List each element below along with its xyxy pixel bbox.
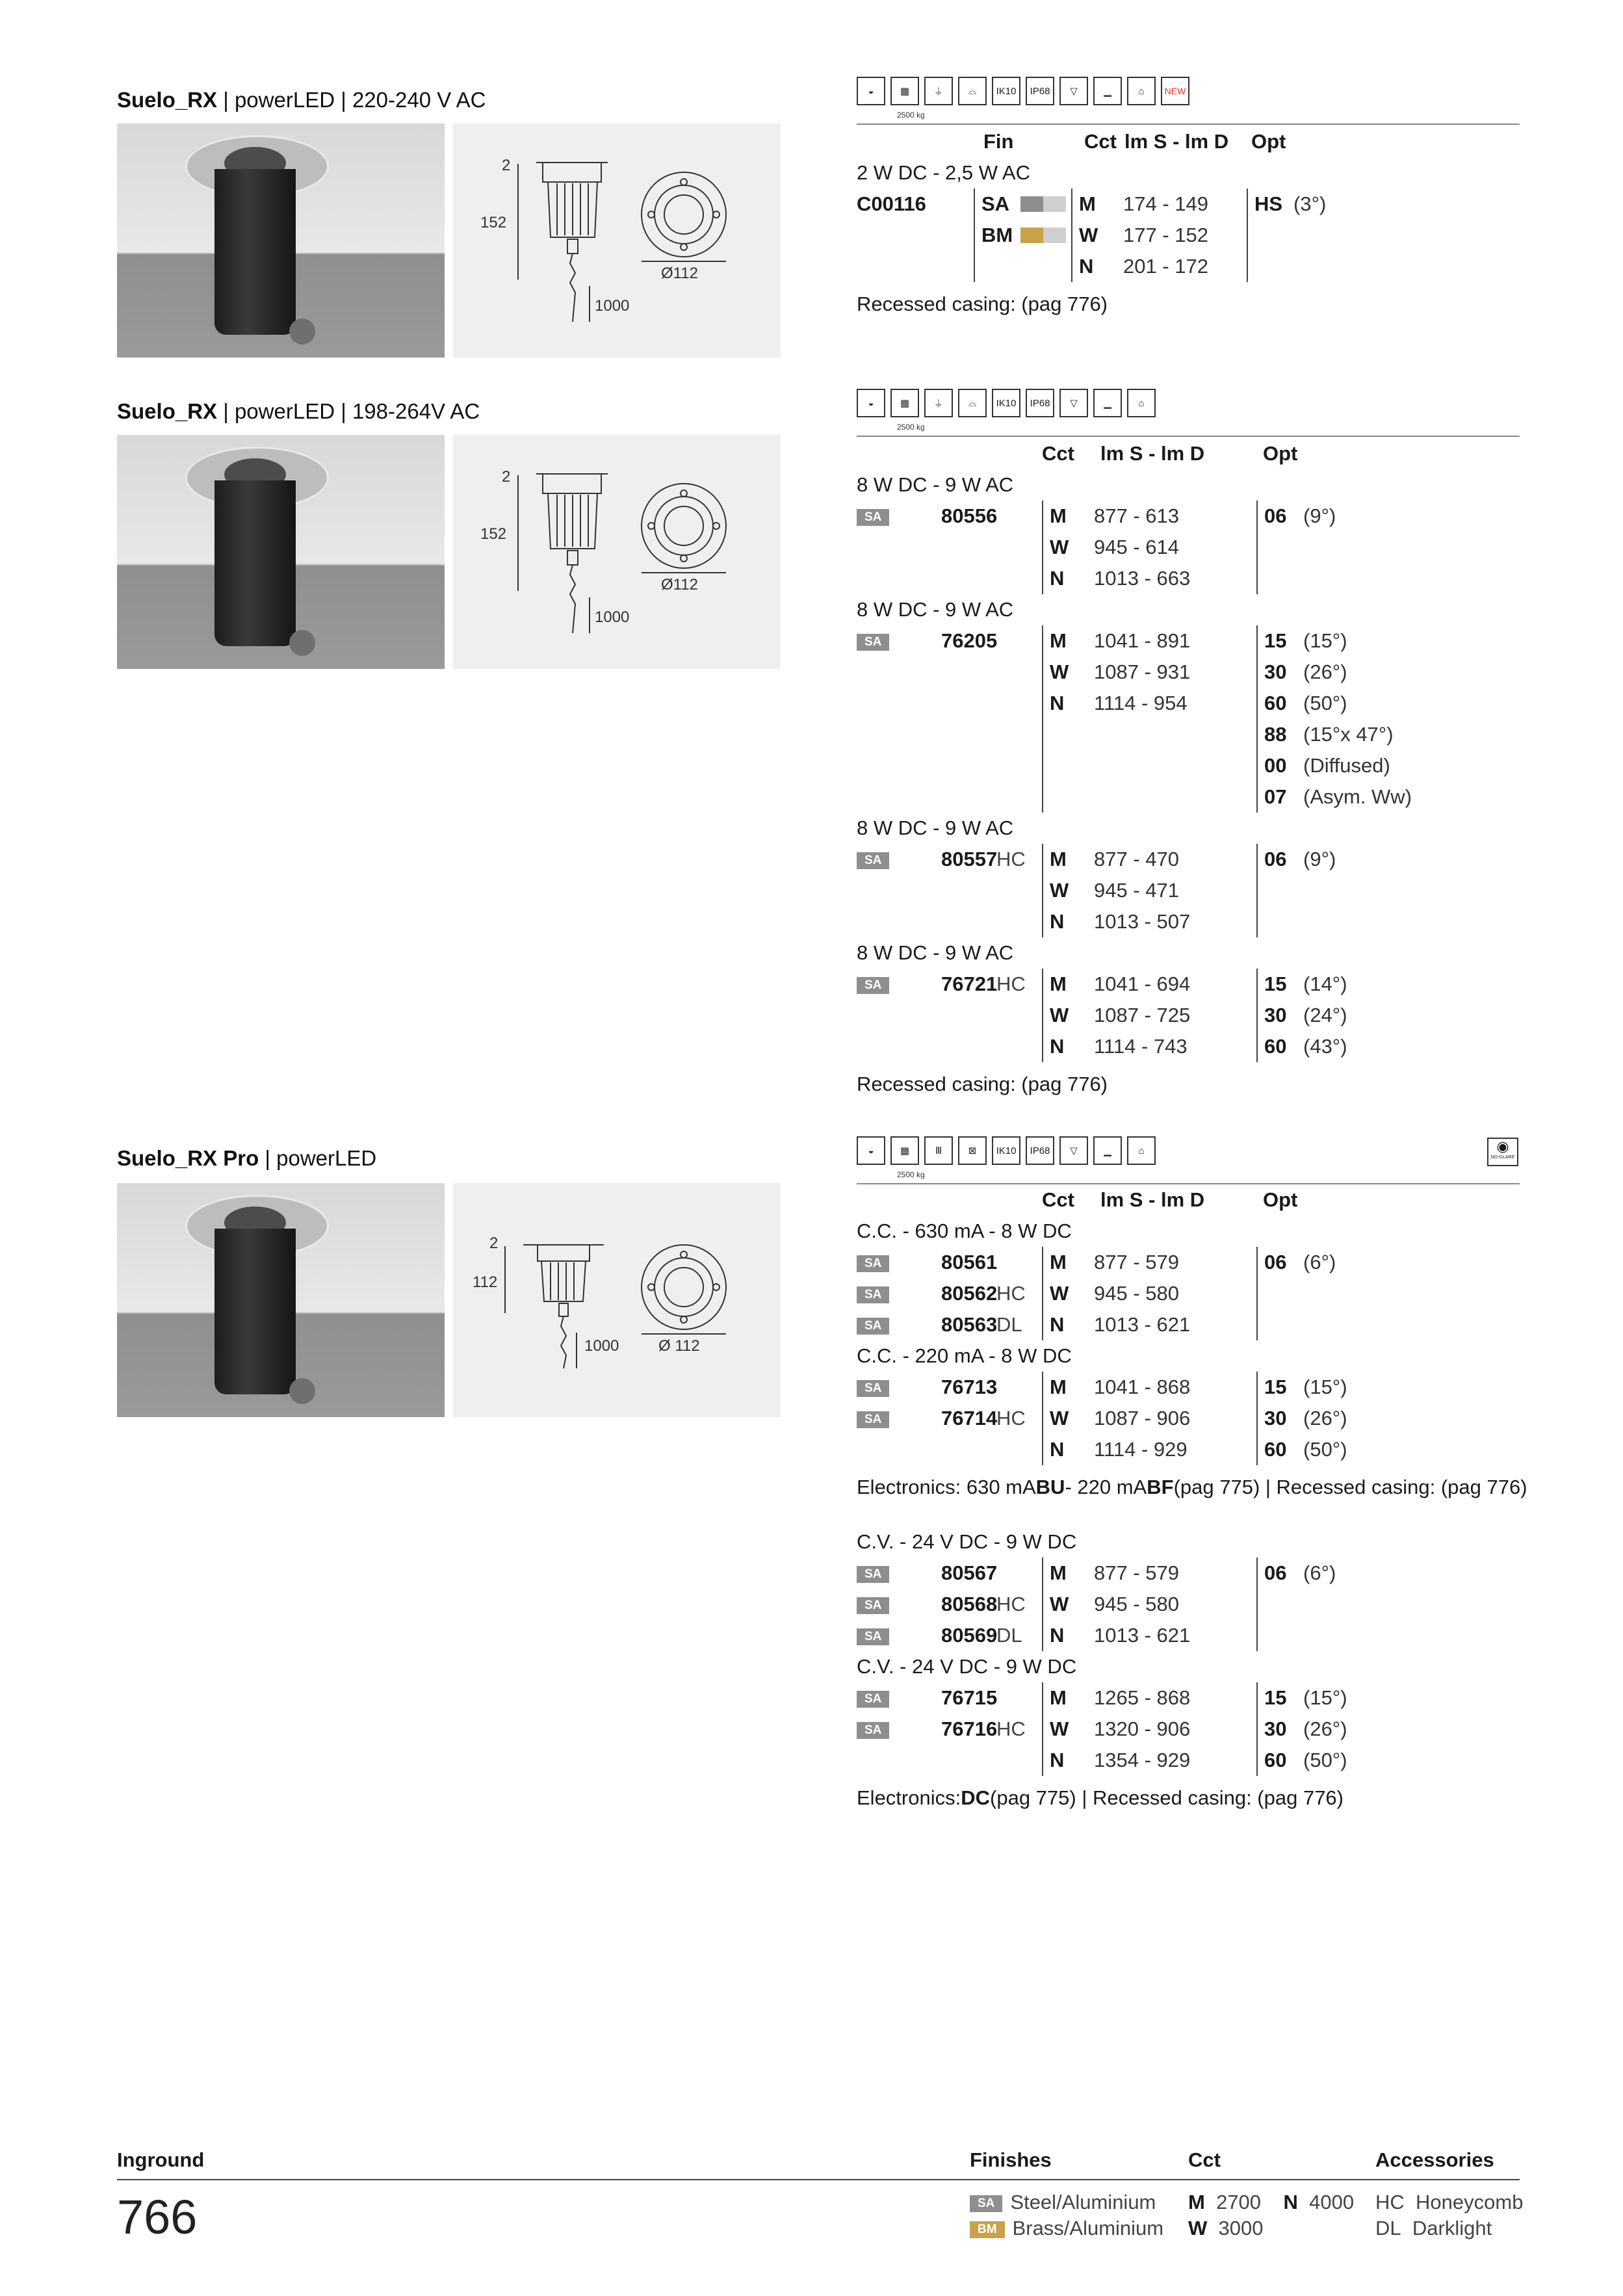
beam-icon: ▽ [1059, 77, 1088, 105]
table-row [857, 501, 1412, 532]
lumen-value: 945 - 471 [1094, 879, 1179, 902]
ik-rating-icon: IK10 [992, 1136, 1020, 1165]
load-label: 2500 kg [897, 1170, 925, 1179]
dimension-drawing [453, 1183, 781, 1417]
class3-icon: Ⅲ [924, 1136, 953, 1165]
finishes-label: Finishes [970, 2148, 1052, 2171]
product-photo [117, 124, 445, 358]
optic [1256, 1309, 1386, 1340]
svg-text:152: 152 [480, 214, 507, 231]
table-row [857, 781, 1412, 813]
cct-code: M [1042, 1247, 1094, 1278]
feature-icons [857, 77, 1189, 105]
no-cover-icon: ⊠ [958, 1136, 987, 1165]
table-section: C.V. - 24 V DC - 9 W DC [857, 1655, 1077, 1678]
lumen-value: 1041 - 868 [1094, 1376, 1191, 1398]
optic [1256, 1620, 1386, 1651]
finish-badge: SA [857, 1722, 889, 1739]
lumen-value: 877 - 579 [1094, 1251, 1179, 1273]
product-code: 80567 [941, 1561, 998, 1584]
cct-code: N [1042, 1620, 1094, 1651]
table-row [857, 1372, 1527, 1403]
product-code: 76205 [941, 629, 998, 652]
svg-text:1000: 1000 [584, 1337, 619, 1355]
dimension-drawing [453, 435, 781, 669]
divider [857, 124, 1520, 125]
feature-icons [857, 389, 1156, 417]
cct-code: W [1042, 532, 1094, 563]
cct-code: N [1042, 1309, 1094, 1340]
optic: 60 (50°) [1256, 688, 1386, 719]
floor-icon: ▁ [1093, 77, 1122, 105]
table-row [857, 688, 1412, 719]
table-row [857, 625, 1412, 657]
accessory-code: HC [996, 1717, 1026, 1740]
cct-code: W [1042, 875, 1094, 906]
lumen-value: 877 - 613 [1094, 504, 1179, 527]
lumen-value: 945 - 580 [1094, 1282, 1179, 1305]
optic [1256, 875, 1386, 906]
outdoor-icon: ⌂ [1127, 1136, 1156, 1165]
spec-table-3: Cct lm S - lm D Opt C.C. - 630 mA - 8 W DC SA 80561 M 877 - 579 06 (6°) SA 80562 HC W 945 - 580 SA 80563 DL N 1013 - 621 C.C. - 220 mA - 8 W DC SA 76713 M 1041 - 868 15 (15°) SA 76714 HC W 1087 - 906 30 (26°) N 1114 - 929 60 (50°) Electronics: 630 mA BU - 220 mA BF (pag 775) | Recessed casing: (pag 776) C.V. - 24 V DC - 9 W DC SA 80567 M 877 - 579 06 (6°) SA 80568 HC W 945 - 580 SA 80569 DL N 1013 - 621 C.V. - 24 V DC - 9 W DC SA 76715 M 1265 - 868 15 (15°) SA 76716 HC W 1320 - 906 30 (26°) N 1354 - 929 60 (50°) Electronics: DC (pag 775) | Recessed casing: (pag 776) [857, 1184, 1527, 1814]
recessed-icon: ◒ [857, 77, 885, 105]
table-row [857, 1247, 1527, 1278]
cct-code: M [1042, 1682, 1094, 1714]
table-section: C.V. - 24 V DC - 9 W DC [857, 1530, 1077, 1553]
recessed-icon: ◒ [857, 1136, 885, 1165]
product-title-2: Suelo_RX | powerLED | 198-264V AC [117, 399, 480, 423]
finish-badge: SA [857, 1628, 889, 1645]
load-label: 2500 kg [897, 111, 925, 120]
load-label: 2500 kg [897, 423, 925, 432]
accessory-code: HC [996, 972, 1026, 995]
optic: 15 (15°) [1256, 1372, 1386, 1403]
table-row [857, 1682, 1527, 1714]
load-icon: ▦ [890, 77, 919, 105]
optic: 06 (6°) [1256, 1558, 1386, 1589]
product-code: 80569 [941, 1624, 998, 1647]
cct-code [1042, 750, 1094, 781]
svg-text:152: 152 [480, 525, 507, 543]
accessories-label: Accessories [1375, 2148, 1494, 2171]
lumen-value: 1013 - 621 [1094, 1624, 1191, 1647]
floor-icon: ▁ [1093, 1136, 1122, 1165]
optic: 30 (26°) [1256, 1714, 1386, 1745]
cct-code: M [1042, 501, 1094, 532]
table-section: 8 W DC - 9 W AC [857, 816, 1014, 839]
product-code: 76714 [941, 1407, 998, 1429]
cct-code: W [1042, 1589, 1094, 1620]
spec-table-1: Fin Cct lm S - lm D Opt 2 W DC - 2,5 W AC C00116 SA M 174 - 149 HS (3°) BM W 177 - 152 N 201 - 172 Recessed casing: (pag 776) [857, 126, 1377, 320]
product-code: 80568 [941, 1593, 998, 1615]
outdoor-icon: ⌂ [1127, 77, 1156, 105]
lumen-value: 1087 - 725 [1094, 1004, 1191, 1026]
accessory-code: HC [996, 1282, 1026, 1305]
load-icon: ▦ [890, 1136, 919, 1165]
table-row [857, 1620, 1527, 1651]
finish-badge: SA [857, 1566, 889, 1583]
lumen-value: 1013 - 507 [1094, 910, 1191, 933]
cct-code: M [1042, 625, 1094, 657]
table-row [857, 1309, 1527, 1340]
optic: 15 (15°) [1256, 625, 1386, 657]
optic: 60 (50°) [1256, 1745, 1386, 1776]
ip-rating-icon: IP68 [1026, 77, 1054, 105]
table-row [857, 1278, 1527, 1309]
optic [1256, 906, 1386, 937]
lumen-value: 1041 - 891 [1094, 629, 1191, 652]
finish-badge: SA [857, 1318, 889, 1335]
lumen-value: 1013 - 621 [1094, 1313, 1191, 1336]
svg-text:1000: 1000 [595, 297, 630, 315]
ip-rating-icon: IP68 [1026, 1136, 1054, 1165]
lumen-value: 1114 - 954 [1094, 692, 1188, 714]
accessory-code: HC [996, 1407, 1026, 1429]
ik-rating-icon: IK10 [992, 77, 1020, 105]
optic: 06 (9°) [1256, 844, 1386, 875]
lumen-value: 1114 - 929 [1094, 1438, 1188, 1461]
electronics-note: Electronics: 630 mA BU - 220 mA BF (pag 775) | Recessed casing: (pag 776) [857, 1476, 1527, 1498]
optic: 60 (50°) [1256, 1434, 1386, 1465]
product-photo [117, 1183, 445, 1417]
lumen-value: 945 - 614 [1094, 536, 1179, 558]
beam-icon: ▽ [1059, 389, 1088, 417]
beam-icon: ▽ [1059, 1136, 1088, 1165]
lumen-value: 1354 - 929 [1094, 1749, 1191, 1771]
table-row [857, 657, 1412, 688]
optic: 00 (Diffused) [1256, 750, 1390, 781]
ground-icon: ⏚ [924, 389, 953, 417]
cct-code: M [1042, 969, 1094, 1000]
svg-text:Ø 112: Ø 112 [658, 1337, 700, 1355]
optic [1256, 1278, 1386, 1309]
svg-text:1000: 1000 [595, 608, 630, 626]
cct-code: N [1042, 1031, 1094, 1062]
lumen-value: 1013 - 663 [1094, 567, 1191, 590]
divider [857, 436, 1520, 437]
table-row [857, 906, 1412, 937]
table-section: 8 W DC - 9 W AC [857, 941, 1014, 964]
optic: 60 (43°) [1256, 1031, 1386, 1062]
optic: 06 (6°) [1256, 1247, 1386, 1278]
optic: 30 (26°) [1256, 657, 1386, 688]
finish-legend: SA Steel/Aluminium BM Brass/Aluminium [970, 2189, 1163, 2241]
svg-text:112: 112 [473, 1273, 498, 1291]
product-code: 80562 [941, 1282, 998, 1305]
table-row [857, 969, 1412, 1000]
product-code: 80556 [941, 504, 998, 527]
cct-code: M [1042, 844, 1094, 875]
table-row [857, 750, 1412, 781]
table-section: 8 W DC - 9 W AC [857, 473, 1014, 496]
finish-badge: SA [857, 1691, 889, 1708]
table-section: 8 W DC - 9 W AC [857, 598, 1014, 621]
table-row [857, 1000, 1412, 1031]
optic: 30 (24°) [1256, 1000, 1386, 1031]
ip-rating-icon: IP68 [1026, 389, 1054, 417]
lumen-value: 1320 - 906 [1094, 1717, 1191, 1740]
floor-icon: ▁ [1093, 389, 1122, 417]
table-row [857, 1403, 1527, 1434]
optic: 06 (9°) [1256, 501, 1386, 532]
product-code: 76713 [941, 1376, 998, 1398]
table-row [857, 563, 1412, 594]
product-code: 80563 [941, 1313, 998, 1336]
table-row [857, 875, 1412, 906]
accessory-code: DL [996, 1313, 1022, 1336]
cct-code [1042, 719, 1094, 750]
new-icon: NEW [1161, 77, 1189, 105]
electronics-note: Electronics: DC (pag 775) | Recessed casing: (pag 776) [857, 1786, 1344, 1809]
accessory-legend: HC Honeycomb DL Darklight [1375, 2191, 1524, 2239]
table-row [857, 1558, 1527, 1589]
table-row [857, 1434, 1527, 1465]
table-row [857, 719, 1412, 750]
cct-code: N [1042, 688, 1094, 719]
optic: 07 (Asym. Ww) [1256, 781, 1412, 813]
product-code: 80561 [941, 1251, 998, 1273]
table-row [857, 1031, 1412, 1062]
cct-code: N [1042, 563, 1094, 594]
finish-badge: SA [857, 1255, 889, 1272]
cct-code: W [1042, 1278, 1094, 1309]
outdoor-icon: ⌂ [1127, 389, 1156, 417]
product-title-1: Suelo_RX | powerLED | 220-240 V AC [117, 88, 486, 112]
cct-code: N [1042, 906, 1094, 937]
cct-code: N [1042, 1434, 1094, 1465]
svg-text:2: 2 [489, 1234, 499, 1252]
cct-code: M [1042, 1372, 1094, 1403]
table-section: C.C. - 220 mA - 8 W DC [857, 1344, 1072, 1367]
table-row [857, 532, 1412, 563]
page-number: 766 [117, 2190, 198, 2244]
svg-text:2: 2 [502, 157, 511, 174]
product-title-3: Suelo_RX Pro | powerLED [117, 1146, 377, 1170]
finish-badge: SA [857, 1380, 889, 1397]
spec-table-2: Cct lm S - lm D Opt 8 W DC - 9 W AC SA 80556 M 877 - 613 06 (9°) W 945 - 614 N 1013 - 663 8 W DC - 9 W AC SA 76205 M 1041 - 891 15 (15°) W 1087 - 931 30 (26°) N 1114 - 954 60 (50°) 88 (15°x 47°) 00 (Diffused) 07 (Asym. Ww) 8 W DC - 9 W AC SA 80557 HC M 877 - 470 06 (9°) W 945 - 471 N 1013 - 507 8 W DC - 9 W AC SA 76721 HC M 1041 - 694 15 (14°) W 1087 - 725 30 (24°) N 1114 - 743 60 (43°) Recessed casing: (pag 776) [857, 442, 1412, 1095]
lumen-value: 877 - 470 [1094, 848, 1179, 870]
footer-divider [117, 2179, 1520, 2180]
table-row [857, 1745, 1527, 1776]
optic: 30 (26°) [1256, 1403, 1386, 1434]
ik-rating-icon: IK10 [992, 389, 1020, 417]
optic [1256, 1589, 1386, 1620]
lumen-value: 1041 - 694 [1094, 972, 1191, 995]
ground-icon: ⏚ [924, 77, 953, 105]
lumen-value: 1265 - 868 [1094, 1686, 1191, 1709]
finish-badge: SA [857, 852, 889, 869]
no-glare-icon: ◉ NO-GLARE [1487, 1138, 1518, 1166]
lumen-value: 1087 - 931 [1094, 660, 1191, 683]
load-icon: ▦ [890, 389, 919, 417]
cct-code: M [1042, 1558, 1094, 1589]
accessory-code: DL [996, 1624, 1022, 1647]
cct-code: N [1042, 1745, 1094, 1776]
optic: 15 (15°) [1256, 1682, 1386, 1714]
cct-code: W [1042, 657, 1094, 688]
table-row [857, 1714, 1527, 1745]
accessory-code: HC [996, 1593, 1026, 1615]
lumen-value: 1087 - 906 [1094, 1407, 1191, 1429]
lumen-value: 877 - 579 [1094, 1561, 1179, 1584]
optic [1256, 563, 1386, 594]
table-section: C.C. - 630 mA - 8 W DC [857, 1220, 1072, 1242]
svg-text:Ø112: Ø112 [661, 576, 698, 594]
optic: 88 (15°x 47°) [1256, 719, 1394, 750]
finish-badge: SA [857, 977, 889, 994]
finish-badge: SA [857, 509, 889, 526]
surface-icon: ⌓ [958, 389, 987, 417]
optic [1256, 532, 1386, 563]
svg-text:Ø112: Ø112 [661, 265, 698, 282]
product-code: 76715 [941, 1686, 998, 1709]
product-code: 80557 [941, 848, 998, 870]
table-row [857, 1589, 1527, 1620]
feature-icons [857, 1136, 1156, 1165]
cct-code [1042, 781, 1094, 813]
lumen-value: 1114 - 743 [1094, 1035, 1188, 1058]
svg-text:2: 2 [502, 468, 511, 486]
dimension-drawing [453, 124, 781, 358]
lumen-value: 945 - 580 [1094, 1593, 1179, 1615]
accessory-code: HC [996, 848, 1026, 870]
finish-badge: SA [857, 634, 889, 651]
recessed-icon: ◒ [857, 389, 885, 417]
finish-badge: SA [857, 1411, 889, 1428]
cct-code: W [1042, 1000, 1094, 1031]
cct-code: W [1042, 1714, 1094, 1745]
product-code: 76716 [941, 1717, 998, 1740]
optic: 15 (14°) [1256, 969, 1386, 1000]
cct-label: Cct [1188, 2148, 1221, 2171]
surface-icon: ⌓ [958, 77, 987, 105]
product-code: 76721 [941, 972, 998, 995]
finish-badge: SA [857, 1597, 889, 1614]
finish-badge: SA [857, 1286, 889, 1303]
product-photo [117, 435, 445, 669]
cct-legend: M 2700 N 4000 W 3000 [1188, 2191, 1355, 2239]
cct-code: W [1042, 1403, 1094, 1434]
category-label: Inground [117, 2148, 205, 2171]
table-row [857, 844, 1412, 875]
